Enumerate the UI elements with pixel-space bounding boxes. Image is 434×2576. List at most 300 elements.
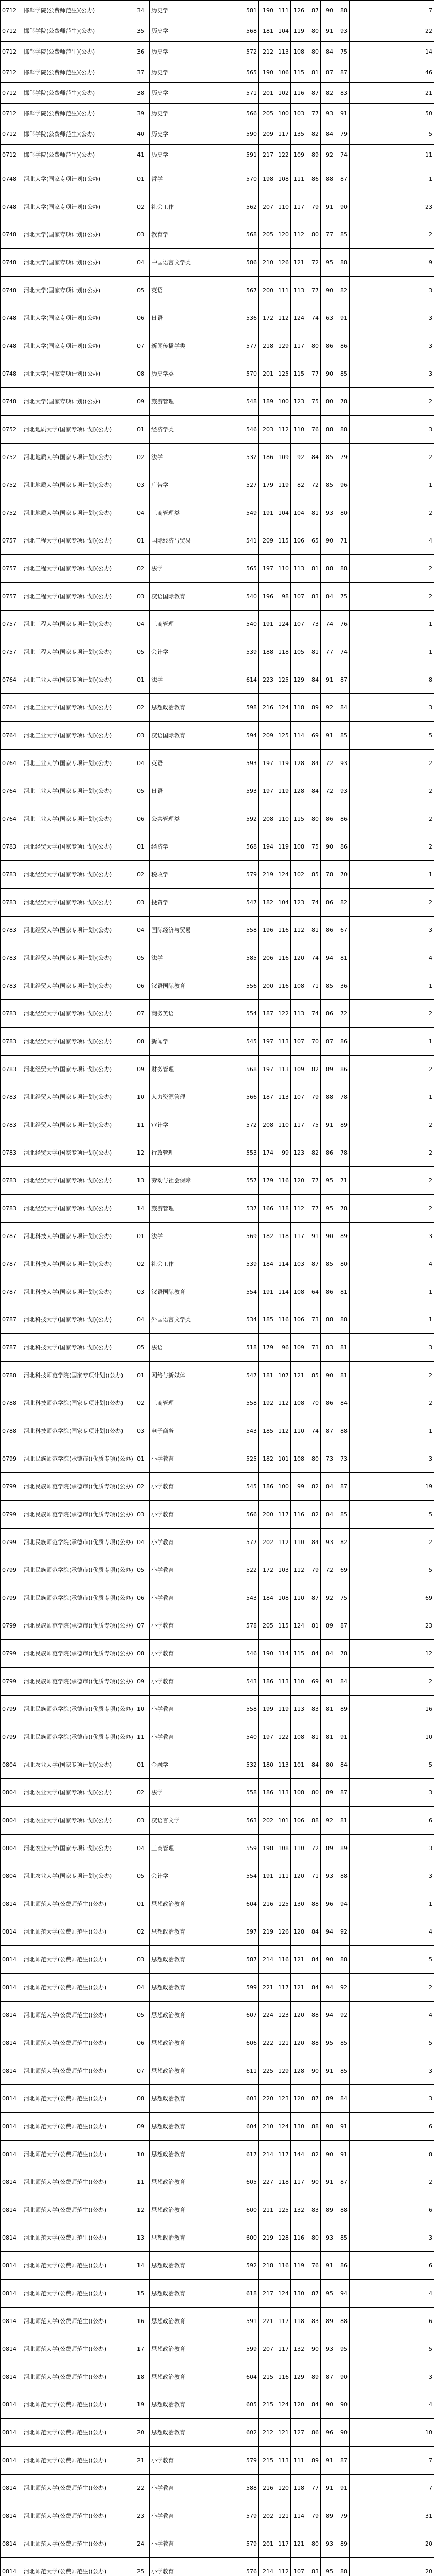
score-english-cell: 103 bbox=[291, 1250, 306, 1278]
rank-count-cell: 1 bbox=[350, 1890, 434, 1918]
school-code-cell: 0799 bbox=[1, 1529, 22, 1556]
score-math-cell: 119 bbox=[275, 471, 291, 499]
score-math-cell: 108 bbox=[275, 1835, 291, 1862]
score-math-cell: 100 bbox=[275, 388, 291, 416]
score-english-cell: 116 bbox=[291, 1501, 306, 1529]
table-row bbox=[1, 2335, 434, 2363]
score-subject-3-cell: 90 bbox=[335, 193, 350, 221]
major-code-cell: 22 bbox=[135, 2475, 150, 2502]
major-code-cell: 13 bbox=[135, 2224, 150, 2252]
school-code-cell: 0712 bbox=[1, 145, 22, 165]
score-english-cell: 108 bbox=[291, 1389, 306, 1417]
score-math-cell: 113 bbox=[275, 1028, 291, 1056]
score-subject-1-cell: 81 bbox=[306, 638, 321, 666]
score-chinese-cell: 186 bbox=[259, 1668, 275, 1696]
total-score-cell: 592 bbox=[242, 2252, 259, 2280]
school-code-cell: 0787 bbox=[1, 1278, 22, 1306]
school-code-cell: 0814 bbox=[1, 2447, 22, 2475]
score-chinese-cell: 198 bbox=[259, 1835, 275, 1862]
school-code-cell: 0814 bbox=[1, 2168, 22, 2196]
score-subject-2-cell: 86 bbox=[321, 1000, 335, 1028]
score-subject-2-cell: 93 bbox=[321, 1862, 335, 1890]
table-row bbox=[1, 499, 434, 527]
score-chinese-cell: 185 bbox=[259, 1306, 275, 1334]
rank-count-cell: 3 bbox=[350, 2363, 434, 2391]
table-row bbox=[1, 1083, 434, 1111]
school-code-cell: 0799 bbox=[1, 1723, 22, 1751]
major-code-cell: 07 bbox=[135, 2057, 150, 2085]
score-english-cell: 110 bbox=[291, 1835, 306, 1862]
score-subject-3-cell: 88 bbox=[335, 1417, 350, 1445]
score-math-cell: 115 bbox=[275, 527, 291, 555]
major-code-cell: 24 bbox=[135, 2530, 150, 2558]
score-subject-2-cell: 93 bbox=[321, 2224, 335, 2252]
score-english-cell: 110 bbox=[291, 416, 306, 444]
score-chinese-cell: 197 bbox=[259, 750, 275, 777]
score-subject-3-cell: 82 bbox=[335, 1529, 350, 1556]
school-code-cell: 0712 bbox=[1, 42, 22, 62]
score-math-cell: 121 bbox=[275, 2029, 291, 2057]
rank-count-cell: 3 bbox=[350, 416, 434, 444]
score-subject-3-cell: 88 bbox=[335, 1306, 350, 1334]
total-score-cell: 600 bbox=[242, 2196, 259, 2224]
school-code-cell: 0783 bbox=[1, 972, 22, 1000]
total-score-cell: 591 bbox=[242, 2308, 259, 2335]
rank-count-cell: 7 bbox=[350, 2447, 434, 2475]
major-name-cell: 小学教育 bbox=[150, 2558, 242, 2576]
score-math-cell: 122 bbox=[275, 145, 291, 165]
score-subject-2-cell: 90 bbox=[321, 2391, 335, 2419]
table-row bbox=[1, 1807, 434, 1835]
score-subject-1-cell: 70 bbox=[306, 1389, 321, 1417]
school-code-cell: 0764 bbox=[1, 805, 22, 833]
score-subject-2-cell: 93 bbox=[321, 499, 335, 527]
major-name-cell: 法学 bbox=[150, 555, 242, 583]
table-row bbox=[1, 444, 434, 471]
major-code-cell: 16 bbox=[135, 2308, 150, 2335]
rank-count-cell: 1 bbox=[350, 972, 434, 1000]
rank-count-cell: 1 bbox=[350, 165, 434, 193]
score-subject-1-cell: 90 bbox=[306, 2057, 321, 2085]
total-score-cell: 593 bbox=[242, 750, 259, 777]
score-subject-3-cell: 87 bbox=[335, 1473, 350, 1501]
school-name-cell: 河北民族师范学院(承德市)(优质专项)(公办) bbox=[22, 1612, 135, 1640]
major-name-cell: 思想政治教育 bbox=[150, 1946, 242, 1974]
school-name-cell: 邯郸学院(公费师范生)(公办) bbox=[22, 83, 135, 104]
major-code-cell: 02 bbox=[135, 193, 150, 221]
major-name-cell: 工商管理 bbox=[150, 1835, 242, 1862]
school-code-cell: 0814 bbox=[1, 2335, 22, 2363]
school-name-cell: 邯郸学院(公费师范生)(公办) bbox=[22, 104, 135, 124]
score-subject-3-cell: 86 bbox=[335, 1056, 350, 1083]
table-row bbox=[1, 1111, 434, 1139]
score-chinese-cell: 201 bbox=[259, 2530, 275, 2558]
score-english-cell: 121 bbox=[291, 249, 306, 277]
table-row bbox=[1, 1306, 434, 1334]
score-subject-3-cell: 88 bbox=[335, 416, 350, 444]
major-code-cell: 02 bbox=[135, 555, 150, 583]
rank-count-cell: 4 bbox=[350, 527, 434, 555]
score-subject-2-cell: 72 bbox=[321, 1556, 335, 1584]
score-chinese-cell: 179 bbox=[259, 1167, 275, 1195]
major-name-cell: 思想政治教育 bbox=[150, 2002, 242, 2029]
major-code-cell: 25 bbox=[135, 2558, 150, 2576]
score-chinese-cell: 197 bbox=[259, 777, 275, 805]
school-code-cell: 0814 bbox=[1, 2224, 22, 2252]
score-english-cell: 108 bbox=[291, 1445, 306, 1473]
school-name-cell: 河北科技师范学院(国家专项计划)(公办) bbox=[22, 1417, 135, 1445]
table-row bbox=[1, 249, 434, 277]
school-name-cell: 河北民族师范学院(承德市)(优质专项)(公办) bbox=[22, 1445, 135, 1473]
major-name-cell: 哲学 bbox=[150, 165, 242, 193]
score-chinese-cell: 187 bbox=[259, 1000, 275, 1028]
total-score-cell: 618 bbox=[242, 2280, 259, 2308]
school-code-cell: 0748 bbox=[1, 388, 22, 416]
score-english-cell: 104 bbox=[291, 499, 306, 527]
total-score-cell: 567 bbox=[242, 277, 259, 304]
total-score-cell: 547 bbox=[242, 1362, 259, 1389]
score-subject-2-cell: 95 bbox=[321, 2558, 335, 2576]
score-subject-3-cell: 95 bbox=[335, 2335, 350, 2363]
school-name-cell: 河北师范大学(公费师范生)(公办) bbox=[22, 2141, 135, 2168]
major-name-cell: 日语 bbox=[150, 304, 242, 332]
major-code-cell: 04 bbox=[135, 611, 150, 638]
score-subject-1-cell: 79 bbox=[306, 193, 321, 221]
score-subject-2-cell: 72 bbox=[321, 750, 335, 777]
rank-count-cell: 11 bbox=[350, 145, 434, 165]
rank-count-cell: 46 bbox=[350, 62, 434, 83]
score-subject-3-cell: 86 bbox=[335, 805, 350, 833]
score-subject-3-cell: 93 bbox=[335, 777, 350, 805]
score-subject-2-cell: 91 bbox=[321, 2252, 335, 2280]
school-code-cell: 0814 bbox=[1, 2085, 22, 2113]
school-name-cell: 河北经贸大学(国家专项计划)(公办) bbox=[22, 1167, 135, 1195]
major-code-cell: 18 bbox=[135, 2363, 150, 2391]
major-name-cell: 日语 bbox=[150, 777, 242, 805]
score-subject-1-cell: 77 bbox=[306, 104, 321, 124]
table-row bbox=[1, 805, 434, 833]
score-subject-3-cell: 81 bbox=[335, 1807, 350, 1835]
rank-count-cell: 6 bbox=[350, 2308, 434, 2335]
score-subject-1-cell: 80 bbox=[306, 805, 321, 833]
score-math-cell: 117 bbox=[275, 2141, 291, 2168]
school-code-cell: 0799 bbox=[1, 1556, 22, 1584]
major-code-cell: 04 bbox=[135, 917, 150, 944]
score-subject-3-cell: 75 bbox=[335, 1584, 350, 1612]
rank-count-cell: 1 bbox=[350, 861, 434, 889]
rank-count-cell: 2 bbox=[350, 1111, 434, 1139]
table-row bbox=[1, 1529, 434, 1556]
school-name-cell: 河北科技大学(国家专项计划)(公办) bbox=[22, 1250, 135, 1278]
score-subject-1-cell: 71 bbox=[306, 1862, 321, 1890]
score-english-cell: 114 bbox=[291, 2502, 306, 2530]
table-row bbox=[1, 638, 434, 666]
score-english-cell: 109 bbox=[291, 145, 306, 165]
score-subject-1-cell: 87 bbox=[306, 2280, 321, 2308]
major-code-cell: 02 bbox=[135, 694, 150, 722]
score-math-cell: 129 bbox=[275, 332, 291, 360]
score-subject-2-cell: 96 bbox=[321, 2419, 335, 2447]
school-code-cell: 0783 bbox=[1, 1028, 22, 1056]
major-code-cell: 38 bbox=[135, 83, 150, 104]
school-code-cell: 0799 bbox=[1, 1584, 22, 1612]
score-subject-3-cell: 88 bbox=[335, 1, 350, 21]
major-code-cell: 03 bbox=[135, 1417, 150, 1445]
score-subject-2-cell: 87 bbox=[321, 1417, 335, 1445]
score-subject-2-cell: 84 bbox=[321, 1501, 335, 1529]
score-math-cell: 116 bbox=[275, 2363, 291, 2391]
score-subject-3-cell: 90 bbox=[335, 2391, 350, 2419]
score-subject-3-cell: 36 bbox=[335, 972, 350, 1000]
score-math-cell: 119 bbox=[275, 833, 291, 861]
score-chinese-cell: 190 bbox=[259, 62, 275, 83]
score-english-cell: 109 bbox=[291, 1334, 306, 1362]
school-code-cell: 0814 bbox=[1, 1890, 22, 1918]
score-subject-3-cell: 74 bbox=[335, 638, 350, 666]
school-code-cell: 0814 bbox=[1, 2308, 22, 2335]
total-score-cell: 578 bbox=[242, 1612, 259, 1640]
score-chinese-cell: 185 bbox=[259, 1417, 275, 1445]
major-code-cell: 04 bbox=[135, 1529, 150, 1556]
score-subject-1-cell: 87 bbox=[306, 1250, 321, 1278]
major-code-cell: 04 bbox=[135, 1835, 150, 1862]
score-subject-3-cell: 90 bbox=[335, 2363, 350, 2391]
major-code-cell: 35 bbox=[135, 21, 150, 42]
total-score-cell: 543 bbox=[242, 1417, 259, 1445]
table-row bbox=[1, 2280, 434, 2308]
school-code-cell: 0712 bbox=[1, 104, 22, 124]
school-name-cell: 河北师范大学(公费师范生)(公办) bbox=[22, 2475, 135, 2502]
major-code-cell: 01 bbox=[135, 1445, 150, 1473]
score-subject-2-cell: 90 bbox=[321, 1223, 335, 1250]
rank-count-cell: 3 bbox=[350, 2085, 434, 2113]
major-name-cell: 外国语言文学类 bbox=[150, 1306, 242, 1334]
score-subject-2-cell: 81 bbox=[321, 1696, 335, 1723]
table-row bbox=[1, 42, 434, 62]
rank-count-cell: 3 bbox=[350, 1223, 434, 1250]
rank-count-cell: 2 bbox=[350, 499, 434, 527]
score-math-cell: 124 bbox=[275, 694, 291, 722]
score-math-cell: 112 bbox=[275, 304, 291, 332]
score-math-cell: 125 bbox=[275, 2196, 291, 2224]
school-code-cell: 0757 bbox=[1, 555, 22, 583]
score-chinese-cell: 191 bbox=[259, 611, 275, 638]
score-subject-1-cell: 74 bbox=[306, 304, 321, 332]
school-name-cell: 河北师范大学(公费师范生)(公办) bbox=[22, 2335, 135, 2363]
table-row bbox=[1, 2447, 434, 2475]
score-subject-3-cell: 80 bbox=[335, 499, 350, 527]
score-english-cell: 130 bbox=[291, 1890, 306, 1918]
rank-count-cell: 5 bbox=[350, 1751, 434, 1779]
score-chinese-cell: 210 bbox=[259, 2113, 275, 2141]
score-english-cell: 120 bbox=[291, 1862, 306, 1890]
score-subject-2-cell: 84 bbox=[321, 1640, 335, 1668]
score-subject-3-cell: 74 bbox=[335, 145, 350, 165]
score-subject-2-cell: 91 bbox=[321, 1668, 335, 1696]
rank-count-cell: 2 bbox=[350, 1668, 434, 1696]
school-name-cell: 河北经贸大学(国家专项计划)(公办) bbox=[22, 861, 135, 889]
score-subject-2-cell: 95 bbox=[321, 2280, 335, 2308]
school-code-cell: 0783 bbox=[1, 1167, 22, 1195]
major-name-cell: 法语 bbox=[150, 1334, 242, 1362]
major-name-cell: 新闻传播学类 bbox=[150, 332, 242, 360]
score-math-cell: 107 bbox=[275, 1362, 291, 1389]
school-name-cell: 河北经贸大学(国家专项计划)(公办) bbox=[22, 1000, 135, 1028]
score-subject-1-cell: 73 bbox=[306, 1306, 321, 1334]
major-code-cell: 36 bbox=[135, 42, 150, 62]
total-score-cell: 607 bbox=[242, 2002, 259, 2029]
score-subject-2-cell: 63 bbox=[321, 304, 335, 332]
table-row bbox=[1, 1779, 434, 1807]
score-subject-2-cell: 96 bbox=[321, 1890, 335, 1918]
score-english-cell: 115 bbox=[291, 805, 306, 833]
total-score-cell: 537 bbox=[242, 1195, 259, 1223]
major-name-cell: 小学教育 bbox=[150, 1723, 242, 1751]
score-english-cell: 110 bbox=[291, 1529, 306, 1556]
score-math-cell: 124 bbox=[275, 861, 291, 889]
rank-count-cell: 23 bbox=[350, 1612, 434, 1640]
major-name-cell: 法学 bbox=[150, 666, 242, 694]
rank-count-cell: 69 bbox=[350, 1584, 434, 1612]
major-name-cell: 汉语国际教育 bbox=[150, 972, 242, 1000]
score-chinese-cell: 172 bbox=[259, 1556, 275, 1584]
major-code-cell: 05 bbox=[135, 638, 150, 666]
table-row bbox=[1, 861, 434, 889]
major-code-cell: 09 bbox=[135, 1668, 150, 1696]
score-chinese-cell: 191 bbox=[259, 1862, 275, 1890]
score-subject-3-cell: 84 bbox=[335, 2085, 350, 2113]
score-subject-1-cell: 84 bbox=[306, 1946, 321, 1974]
school-name-cell: 河北农业大学(国家专项计划)(公办) bbox=[22, 1862, 135, 1890]
score-english-cell: 124 bbox=[291, 1612, 306, 1640]
score-chinese-cell: 218 bbox=[259, 332, 275, 360]
school-name-cell: 河北民族师范学院(承德市)(优质专项)(公办) bbox=[22, 1668, 135, 1696]
score-subject-3-cell: 79 bbox=[335, 124, 350, 145]
score-subject-1-cell: 70 bbox=[306, 1028, 321, 1056]
score-chinese-cell: 182 bbox=[259, 1223, 275, 1250]
score-subject-3-cell: 91 bbox=[335, 2113, 350, 2141]
major-name-cell: 历史学 bbox=[150, 104, 242, 124]
major-code-cell: 41 bbox=[135, 145, 150, 165]
score-subject-2-cell: 93 bbox=[321, 104, 335, 124]
score-subject-1-cell: 84 bbox=[306, 1918, 321, 1946]
school-code-cell: 0764 bbox=[1, 777, 22, 805]
school-code-cell: 0757 bbox=[1, 638, 22, 666]
school-name-cell: 河北民族师范学院(承德市)(优质专项)(公办) bbox=[22, 1723, 135, 1751]
school-name-cell: 河北大学(国家专项计划)(公办) bbox=[22, 277, 135, 304]
school-name-cell: 河北经贸大学(国家专项计划)(公办) bbox=[22, 1139, 135, 1167]
major-code-cell: 39 bbox=[135, 104, 150, 124]
score-math-cell: 119 bbox=[275, 750, 291, 777]
table-row bbox=[1, 1974, 434, 2002]
score-subject-2-cell: 93 bbox=[321, 1529, 335, 1556]
rank-count-cell: 3 bbox=[350, 2057, 434, 2085]
table-row bbox=[1, 388, 434, 416]
score-english-cell: 102 bbox=[291, 861, 306, 889]
total-score-cell: 534 bbox=[242, 1306, 259, 1334]
rank-count-cell: 10 bbox=[350, 2419, 434, 2447]
score-subject-3-cell: 88 bbox=[335, 249, 350, 277]
table-row bbox=[1, 750, 434, 777]
score-chinese-cell: 208 bbox=[259, 1111, 275, 1139]
school-code-cell: 0748 bbox=[1, 332, 22, 360]
major-code-cell: 23 bbox=[135, 2502, 150, 2530]
score-math-cell: 110 bbox=[275, 1111, 291, 1139]
total-score-cell: 540 bbox=[242, 583, 259, 611]
major-code-cell: 10 bbox=[135, 2141, 150, 2168]
major-name-cell: 中国语言文学类 bbox=[150, 249, 242, 277]
score-subject-2-cell: 74 bbox=[321, 611, 335, 638]
school-code-cell: 0712 bbox=[1, 124, 22, 145]
total-score-cell: 543 bbox=[242, 1668, 259, 1696]
score-chinese-cell: 200 bbox=[259, 277, 275, 304]
major-name-cell: 小学教育 bbox=[150, 1612, 242, 1640]
major-name-cell: 小学教育 bbox=[150, 1556, 242, 1584]
score-subject-3-cell: 75 bbox=[335, 42, 350, 62]
major-code-cell: 40 bbox=[135, 124, 150, 145]
score-subject-3-cell: 79 bbox=[335, 444, 350, 471]
score-subject-1-cell: 81 bbox=[306, 555, 321, 583]
score-math-cell: 124 bbox=[275, 2280, 291, 2308]
score-math-cell: 113 bbox=[275, 1056, 291, 1083]
score-subject-1-cell: 71 bbox=[306, 972, 321, 1000]
school-name-cell: 河北经贸大学(国家专项计划)(公办) bbox=[22, 1195, 135, 1223]
score-chinese-cell: 186 bbox=[259, 444, 275, 471]
table-row bbox=[1, 1195, 434, 1223]
score-english-cell: 117 bbox=[291, 193, 306, 221]
major-code-cell: 02 bbox=[135, 1918, 150, 1946]
score-subject-3-cell: 89 bbox=[335, 2530, 350, 2558]
score-subject-3-cell: 87 bbox=[335, 1779, 350, 1807]
rank-count-cell: 3 bbox=[350, 360, 434, 388]
score-subject-1-cell: 90 bbox=[306, 2168, 321, 2196]
major-code-cell: 06 bbox=[135, 805, 150, 833]
score-chinese-cell: 191 bbox=[259, 1278, 275, 1306]
score-subject-2-cell: 83 bbox=[321, 1334, 335, 1362]
major-name-cell: 历史学 bbox=[150, 42, 242, 62]
rank-count-cell: 2 bbox=[350, 1974, 434, 2002]
score-chinese-cell: 203 bbox=[259, 416, 275, 444]
score-subject-3-cell: 71 bbox=[335, 1167, 350, 1195]
score-subject-2-cell: 80 bbox=[321, 388, 335, 416]
school-name-cell: 河北师范大学(公费师范生)(公办) bbox=[22, 1918, 135, 1946]
score-subject-1-cell: 91 bbox=[306, 1223, 321, 1250]
score-math-cell: 117 bbox=[275, 2308, 291, 2335]
total-score-cell: 545 bbox=[242, 1473, 259, 1501]
major-code-cell: 03 bbox=[135, 1807, 150, 1835]
score-chinese-cell: 197 bbox=[259, 555, 275, 583]
rank-count-cell: 19 bbox=[350, 1473, 434, 1501]
score-subject-2-cell: 95 bbox=[321, 249, 335, 277]
score-math-cell: 116 bbox=[275, 972, 291, 1000]
score-subject-2-cell: 89 bbox=[321, 2196, 335, 2224]
score-chinese-cell: 194 bbox=[259, 833, 275, 861]
major-name-cell: 思想政治教育 bbox=[150, 1890, 242, 1918]
school-code-cell: 0814 bbox=[1, 2252, 22, 2280]
major-name-cell: 社会工作 bbox=[150, 193, 242, 221]
score-subject-3-cell: 87 bbox=[335, 1612, 350, 1640]
school-code-cell: 0748 bbox=[1, 360, 22, 388]
score-english-cell: 112 bbox=[291, 1556, 306, 1584]
score-chinese-cell: 214 bbox=[259, 2141, 275, 2168]
score-subject-2-cell: 89 bbox=[321, 1056, 335, 1083]
score-subject-2-cell: 86 bbox=[321, 1139, 335, 1167]
rank-count-cell: 4 bbox=[350, 1918, 434, 1946]
score-subject-1-cell: 73 bbox=[306, 611, 321, 638]
score-english-cell: 118 bbox=[291, 694, 306, 722]
score-chinese-cell: 219 bbox=[259, 861, 275, 889]
total-score-cell: 540 bbox=[242, 1723, 259, 1751]
